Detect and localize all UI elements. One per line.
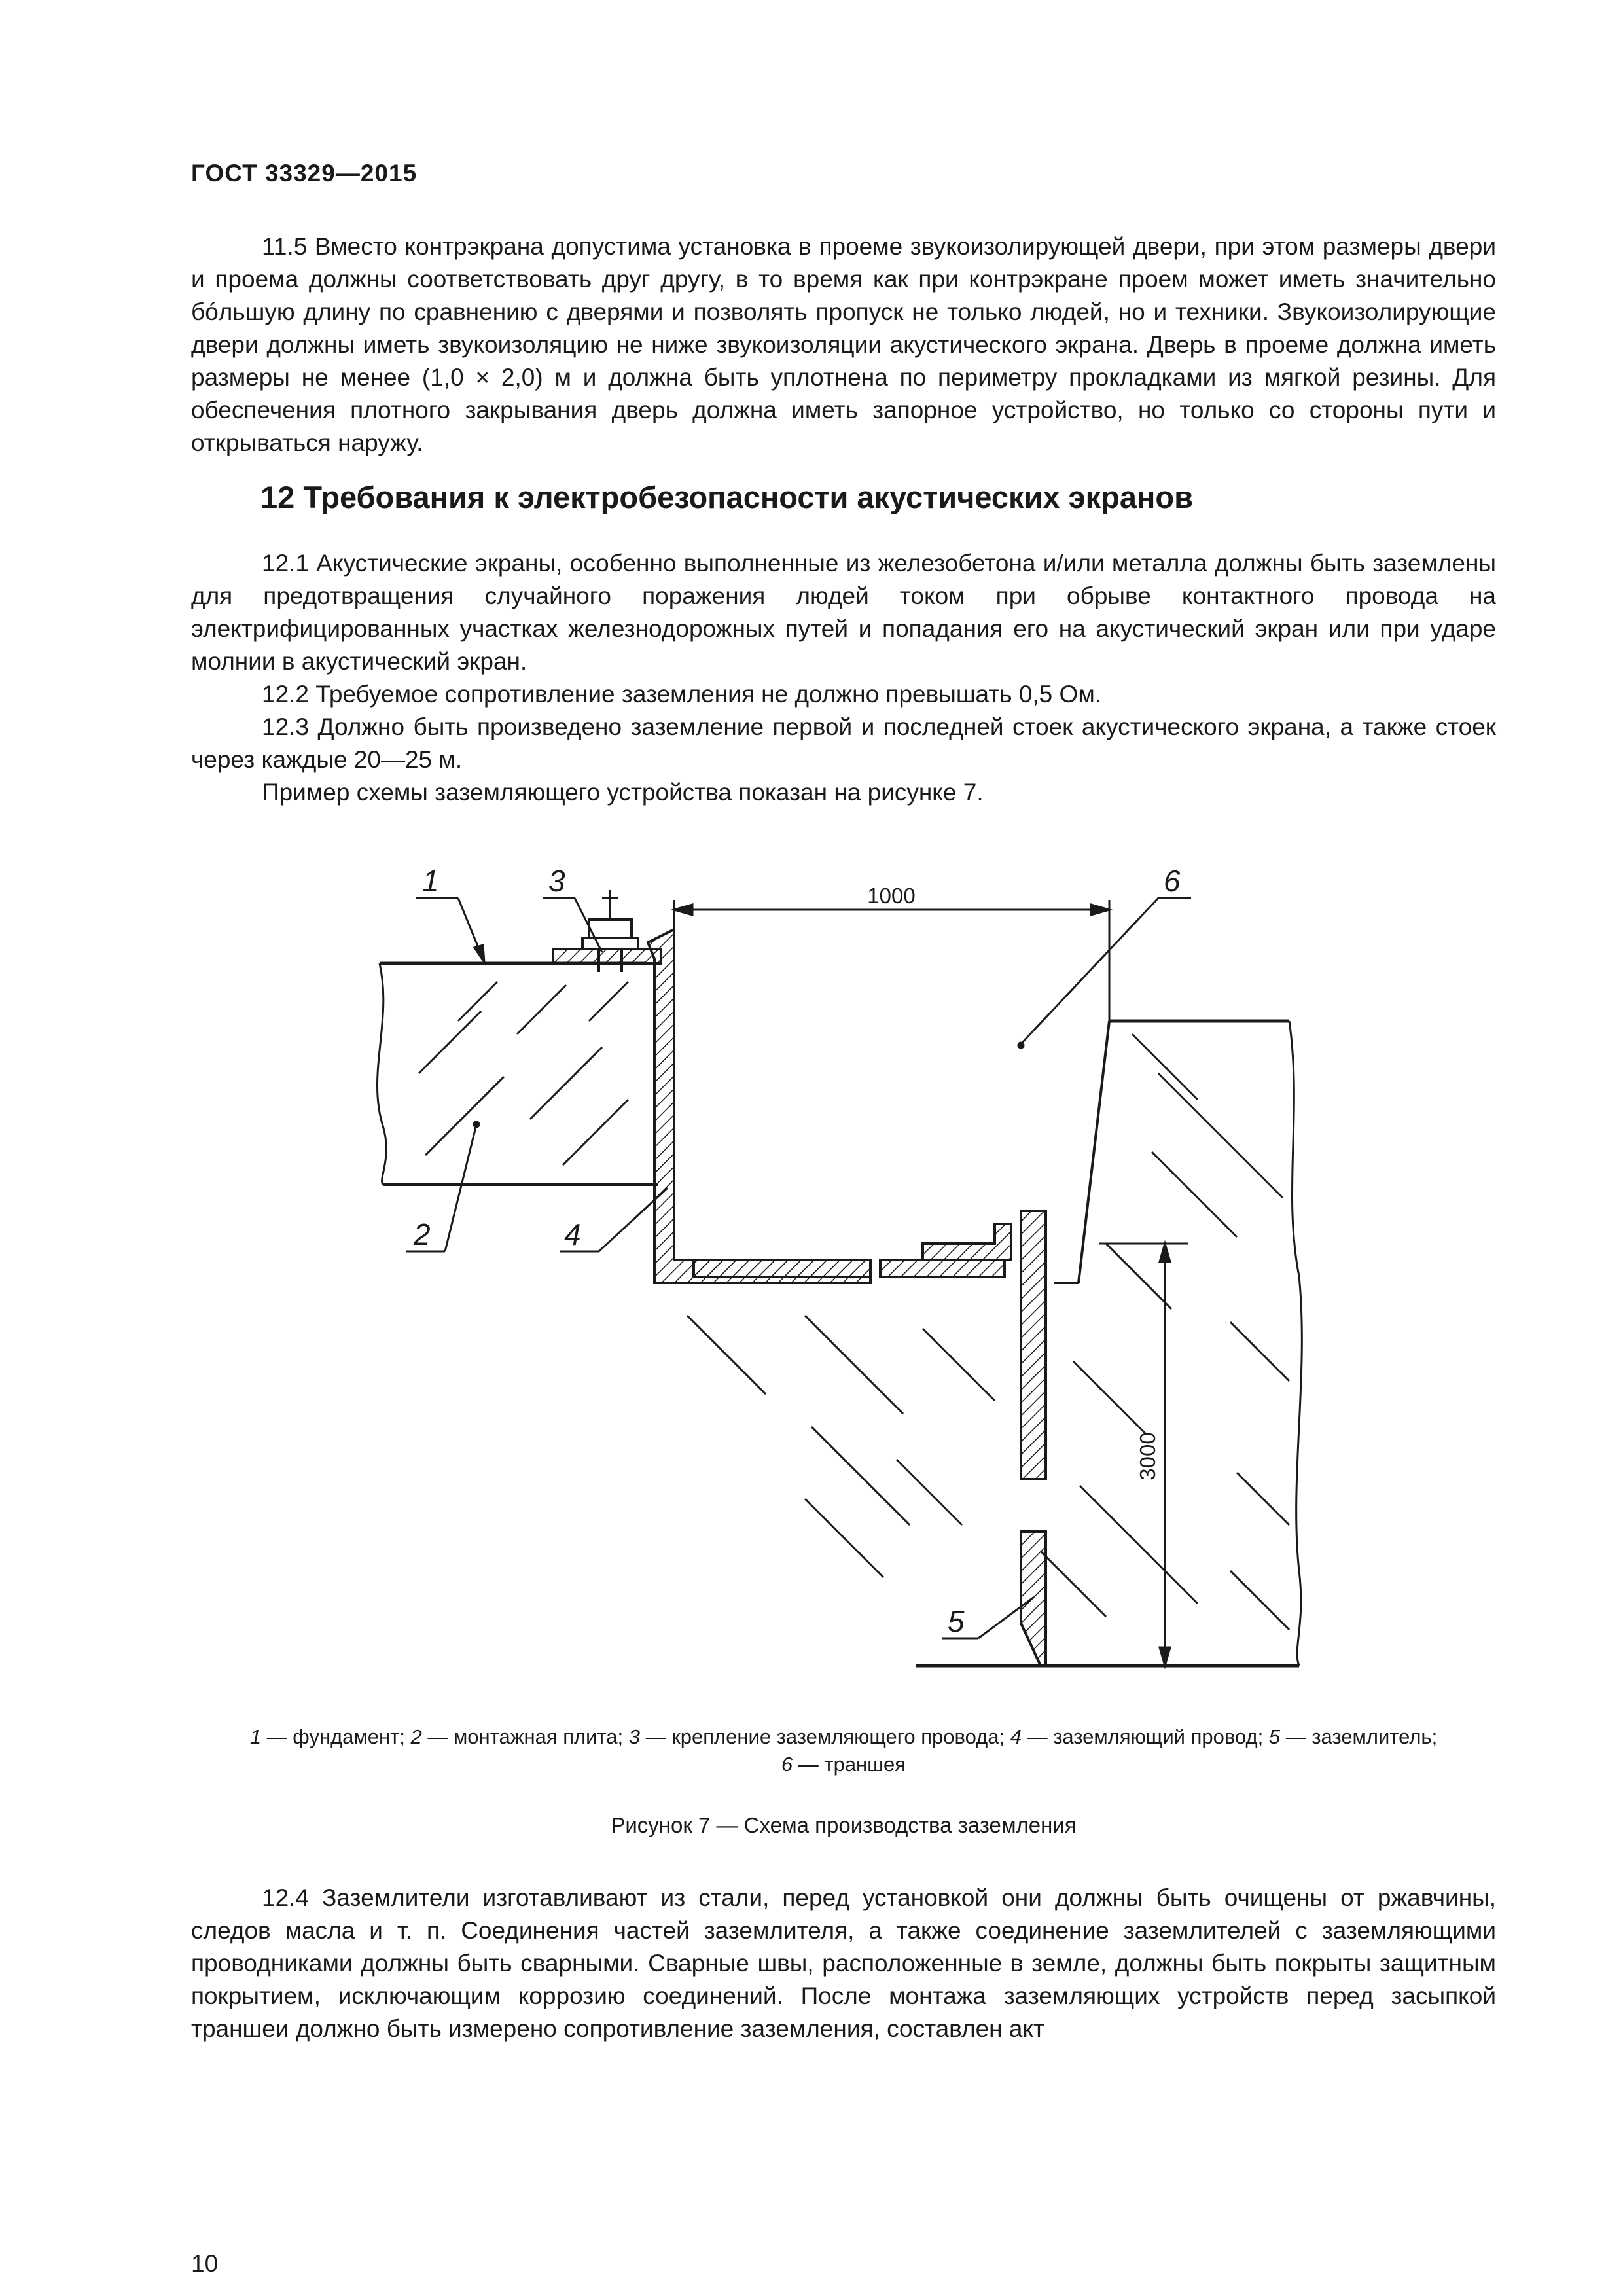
legend-text-2: — монтажная плита;: [421, 1725, 629, 1748]
page-number: 10: [191, 2250, 219, 2277]
legend-text-3: — крепление заземляющего провода;: [640, 1725, 1010, 1748]
label-1: 1: [422, 864, 439, 898]
figure-legend: [191, 1723, 1496, 1778]
label-6: 6: [1164, 864, 1181, 898]
paragraph-12-3: 12.3 Должно быть произведено заземление первой и последней стоек акустического экрана, а также стоек через каждые 20—25 м.: [191, 713, 1496, 773]
label-4: 4: [564, 1217, 581, 1251]
legend-num-2: 2: [410, 1725, 422, 1748]
paragraph-12-1: 12.1 Акустические экраны, особенно выполненные из железобетона и/или металла должны быть заземлены для предотвращения случайного поражения людей током при обрыве контактного провода на электрифицированных участках железнодорожных путей и попадания его на акустический экран или при ударе молнии в акустический экран.: [191, 550, 1496, 675]
grounding-wire-right: [880, 1260, 1005, 1277]
label-2: 2: [414, 1217, 431, 1251]
legend-text-1: — фундамент;: [261, 1725, 411, 1748]
legend-num-3: 3: [628, 1725, 640, 1748]
grounding-wire-lower: [694, 1260, 870, 1277]
electrode-clamp: [923, 1224, 1011, 1260]
dimension-width: [674, 900, 1109, 1021]
ground-hatching: [687, 1034, 1289, 1630]
label-5: 5: [948, 1604, 965, 1638]
dimension-width-label: 1000: [867, 884, 916, 908]
document-header: ГОСТ 33329—2015: [191, 160, 418, 187]
section-12-heading: 12 Требования к электробезопасности акустических экранов: [260, 480, 1193, 514]
legend-num-1: 1: [249, 1725, 262, 1748]
foundation-block: [377, 963, 658, 1185]
grounding-wire: [648, 929, 870, 1283]
legend-text-6: — траншея: [793, 1753, 906, 1776]
legend-num-6: 6: [781, 1753, 793, 1776]
trench-outline: [916, 1021, 1302, 1666]
dimension-depth-label: 3000: [1135, 1432, 1160, 1480]
legend-num-5: 5: [1268, 1725, 1281, 1748]
mounting-plate: [553, 949, 661, 963]
legend-text-4: — заземляющий провод;: [1021, 1725, 1269, 1748]
label-3: 3: [548, 864, 565, 898]
paragraph-11-5: 11.5 Вместо контрэкрана допустима установка в проеме звукоизолирующей двери, при этом размеры двери и проема должны соответствовать друг другу, в то время как при контрэкране проем может иметь значительно бóльшую длину по сравнению с дверями и позволять пропуск не только людей, но и техники. Звукоизолирующие двери должны иметь звукоизоляцию не ниже звукоизоляции акустического экрана. Дверь в проеме должна иметь размеры не менее (1,0 × 2,0) м и должна быть уплотнена по периметру прокладками из мягкой резины. Для обеспечения плотного закрывания дверь должна иметь запорное устройство, но только со стороны пути и открываться наружу.: [191, 233, 1496, 456]
foundation-hatching: [419, 982, 628, 1165]
legend-text-5: — заземлитель;: [1280, 1725, 1438, 1748]
figure-caption: Рисунок 7 — Схема производства заземления: [611, 1813, 1077, 1837]
paragraph-12-2: 12.2 Требуемое сопротивление заземления не должно превышать 0,5 Ом.: [262, 681, 1102, 708]
legend-num-4: 4: [1010, 1725, 1022, 1748]
paragraph-12-4: 12.4 Заземлители изготавливают из стали, перед установкой они должны быть очищены от ржавчины, следов масла и т. п. Соединения частей заземлителя, а также соединение заземлителей с заземляющими проводниками должны быть сварными. Сварные швы, расположенные в земле, должны быть покрыты защитным покрытием, исключающим коррозию соединений. После монтажа заземляющих устройств перед засыпкой траншеи должно быть измерено сопротивление заземления, составлен акт: [191, 1884, 1496, 2042]
paragraph-figure-reference: Пример схемы заземляющего устройства показан на рисунке 7.: [262, 779, 984, 806]
electrode-upper: [1021, 1211, 1046, 1479]
grounding-diagram: [0, 825, 1623, 1715]
